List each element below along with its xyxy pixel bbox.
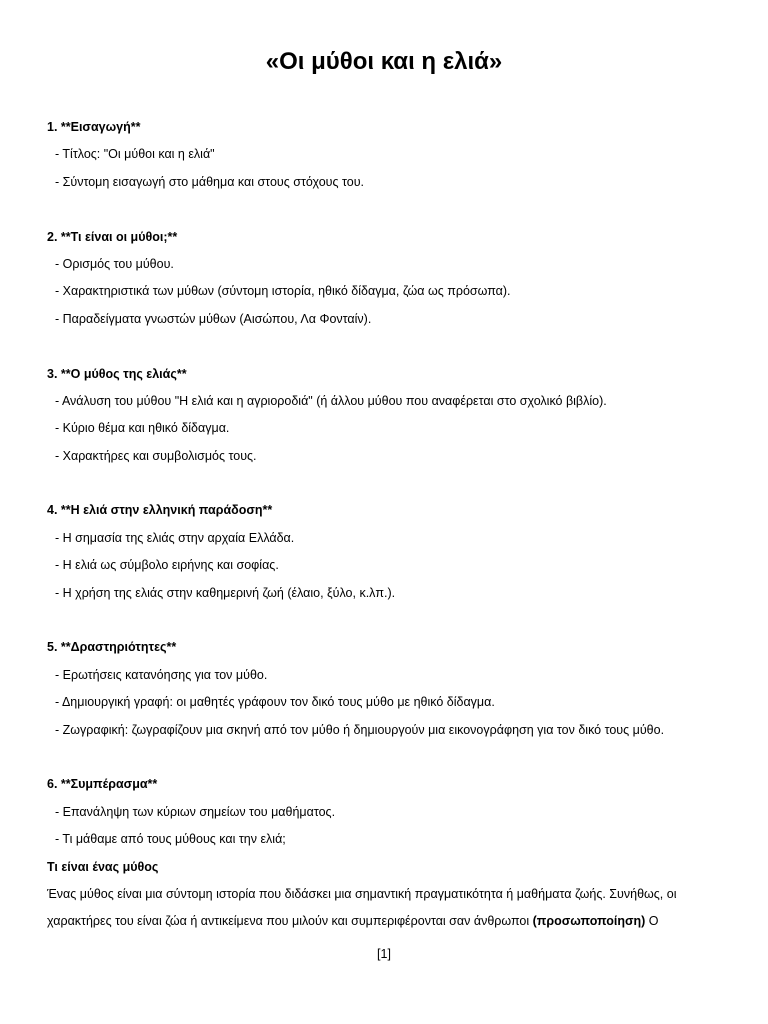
footnote-marker: [1] [377, 947, 391, 961]
bullet-item: - Ανάλυση του μύθου "Η ελιά και η αγριοροδιά" (ή άλλου μύθου που αναφέρεται στο σχολικό βιβλίο). [55, 393, 607, 408]
bullet-item: - Κύριο θέμα και ηθικό δίδαγμα. [55, 421, 230, 436]
body-paragraph [47, 881, 727, 936]
spacer [47, 470, 727, 497]
bullet-item: - Ορισμός του μύθου. [55, 256, 174, 271]
bullet-item: - Τίτλος: "Οι μύθοι και η ελιά" [55, 147, 215, 162]
bullet-item: - Ερωτήσεις κατανόησης για τον μύθο. [55, 667, 268, 682]
bullet-item: - Σύντομη εισαγωγή στο μάθημα και στους στόχους του. [55, 174, 365, 189]
paragraph-text: Ένας μύθος είναι μια σύντομη ιστορία που διδάσκει μια σημαντική πραγματικότητα ή μαθήματα ζωής. Συνήθως, οι χαρακτήρες του είναι ζώα ή αντικείμενα που μιλούν και συμπεριφέρονται σαν άνθρωποι [47, 886, 677, 929]
spacer [47, 196, 727, 223]
bullet-item: - Δημιουργική γραφή: οι μαθητές γράφουν τον δικό τους μύθο με ηθικό δίδαγμα. [55, 695, 495, 710]
section-heading: 4. **Η ελιά στην ελληνική παράδοση** [47, 503, 273, 518]
spacer [47, 744, 727, 771]
section-heading: 5. **Δραστηριότητες** [47, 640, 177, 655]
section-heading: 1. **Εισαγωγή** [47, 120, 141, 134]
bullet-item: - Παραδείγματα γνωστών μύθων (Αισώπου, Λα Φονταίν). [55, 311, 372, 326]
section-heading: 2. **Τι είναι οι μύθοι;** [47, 229, 178, 244]
document-title: «Οι μύθοι και η ελιά» [265, 48, 503, 75]
paragraph-text-end: Ο [645, 914, 659, 929]
spacer [47, 333, 727, 360]
document-content [47, 114, 727, 936]
section-heading: 6. **Συμπέρασμα** [47, 777, 158, 792]
bullet-item: - Χαρακτήρες και συμβολισμός τους. [55, 448, 257, 463]
bullet-item: - Χαρακτηριστικά των μύθων (σύντομη ιστορία, ηθικό δίδαγμα, ζώα ως πρόσωπα). [55, 284, 511, 299]
bullet-item: - Η χρήση της ελιάς στην καθημερινή ζωή (έλαιο, ξύλο, κ.λπ.). [55, 585, 396, 600]
bold-term: (προσωποποίηση) [532, 914, 646, 929]
bullet-item: - Ζωγραφική: ζωγραφίζουν μια σκηνή από τον μύθο ή δημιουργούν μια εικονογράφηση για τον δικό τους μύθο. [55, 722, 665, 737]
spacer [47, 607, 727, 634]
section-heading: 3. **Ο μύθος της ελιάς** [47, 366, 187, 381]
bullet-item: - Επανάληψη των κύριων σημείων του μαθήματος. [55, 804, 336, 819]
bullet-item: - Η σημασία της ελιάς στην αρχαία Ελλάδα. [55, 530, 295, 545]
subheading: Τι είναι ένας μύθος [47, 859, 159, 874]
bullet-item: - Τι μάθαμε από τους μύθους και την ελιά; [55, 832, 286, 847]
bullet-item: - Η ελιά ως σύμβολο ειρήνης και σοφίας. [55, 558, 279, 573]
